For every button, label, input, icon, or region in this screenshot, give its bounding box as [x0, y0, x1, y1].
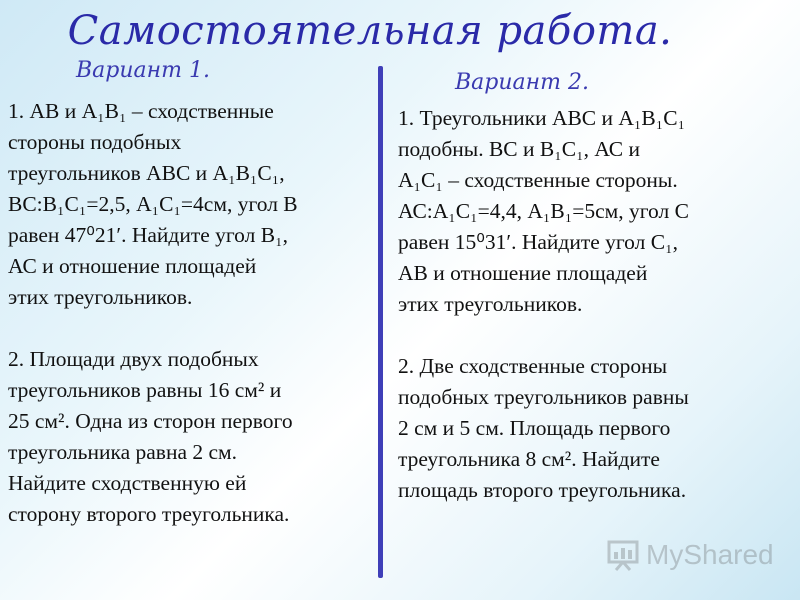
variant-1-text	[8, 96, 298, 530]
watermark-text: MyShared	[646, 539, 774, 570]
text-line: этих треугольников.	[8, 285, 193, 309]
text-line: подобных треугольников равны	[398, 385, 689, 409]
text-line: равен 47⁰21ʹ. Найдите угол В₁,	[8, 223, 288, 247]
text-line: Найдите сходственную ей	[8, 471, 247, 495]
text-line: 25 см². Одна из сторон первого	[8, 409, 293, 433]
paragraph-gap	[8, 313, 298, 344]
variant-2-title: Вариант 2.	[455, 70, 589, 95]
column-divider	[378, 66, 383, 578]
watermark-logo	[606, 538, 774, 572]
presentation-icon	[606, 538, 640, 572]
text-line: 2. Две сходственные стороны	[398, 354, 668, 378]
text-line: треугольников равны 16 см² и	[8, 378, 282, 402]
text-line: треугольников АВС и А₁В₁С₁,	[8, 161, 285, 185]
text-line: АС:А₁С₁=4,4, А₁В₁=5см, угол С	[398, 199, 689, 223]
text-line: треугольника 8 см². Найдите	[398, 447, 660, 471]
text-line: А₁С₁ – сходственные стороны.	[398, 168, 678, 192]
paragraph-gap	[398, 320, 689, 351]
text-line: 1. Треугольники АВС и А₁В₁С₁	[398, 106, 686, 130]
text-line: равен 15⁰31ʹ. Найдите угол С₁,	[398, 230, 678, 254]
variant-2-text	[398, 103, 689, 506]
text-line: подобны. ВС и В₁С₁, АС и	[398, 137, 641, 161]
text-line: этих треугольников.	[398, 292, 583, 316]
text-line: 2 см и 5 см. Площадь первого	[398, 416, 671, 440]
text-line: площадь второго треугольника.	[398, 478, 687, 502]
slide-title: Самостоятельная работа.	[67, 8, 673, 54]
text-line: АС и отношение площадей	[8, 254, 257, 278]
text-line: сторону второго треугольника.	[8, 502, 290, 526]
text-line: ВС:В₁С₁=2,5, А₁С₁=4см, угол В	[8, 192, 298, 216]
text-line: треугольника равна 2 см.	[8, 440, 238, 464]
variant-1-title: Вариант 1.	[76, 58, 210, 83]
text-line: 1. АВ и А₁В₁ – сходственные	[8, 99, 274, 123]
text-line: стороны подобных	[8, 130, 182, 154]
text-line: 2. Площади двух подобных	[8, 347, 259, 371]
text-line: АВ и отношение площадей	[398, 261, 648, 285]
